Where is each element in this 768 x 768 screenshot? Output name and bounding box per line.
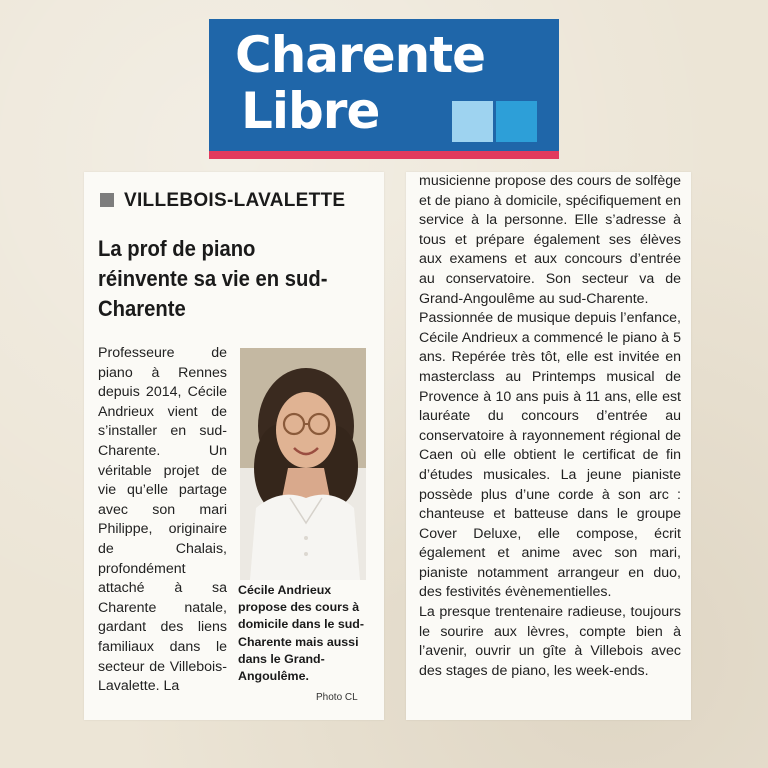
section-marker-icon [100,193,114,207]
article-right-column [406,172,691,720]
paragraph: La presque trentenaire radieuse, toujours le sourire aux lèvres, compte bien à l’avenir, ouvrir un gîte à Villebois avec des stages de piano, les week-ends. [419,604,681,679]
article-body-left: Professeure de piano à Rennes depuis 2014, Cécile Andrieux vient de s’installer en sud-Charente. Un véritable projet de vie qu’elle partage avec son mari Philippe, originaire de Chalais, profondément attaché à sa Charente natale, gardant des liens familiaux dans le secteur de Villebois-Lavalette. La [98,345,227,695]
logo-word-libre: Libre [241,82,380,140]
charente-libre-logo [209,19,559,159]
paragraph: Passionnée de musique depuis l’enfance, Cécile Andrieux a commencé le piano à 5 ans. Repérée très tôt, elle est invitée en masterclass au Printemps musical de Provence à 10 ans puis à 11 ans, elle est lauréate du concours d’entrée au conservatoire à rayonnement régional de Caen où elle obtient le certificat de fin d’études musicales. La jeune pianiste possède plus d’une corde à son arc : chanteuse et batteuse dans le groupe Cover Deluxe, elle compose, écrit également et anime avec son mari, pianiste notamment arrangeur en duo, des festivités évènementielles. [419,310,681,601]
logo-word-charente: Charente [235,26,486,84]
photo-caption: Cécile Andrieux propose des cours à domicile dans le sud-Charente mais aussi dans le Grand-Angoulême. [238,583,364,684]
portrait-photo [240,348,366,580]
photo-credit: Photo CL [316,692,358,703]
logo-square-dark [496,101,537,142]
logo-square-light [452,101,493,142]
article-headline: La prof de piano réinvente sa vie en sud-Charente [98,236,328,321]
section-label: VILLEBOIS-LAVALETTE [124,190,346,211]
portrait-illustration [240,348,366,580]
paragraph: musicienne propose des cours de solfège et de piano à domicile, spécifiquement en service à la personne. Elle s’adresse à tous et prépare également ses élèves aux examens et aux concours d’entrée au conservatoire. Son secteur va de Grand-Angoulême au sud-Charente. [419,173,681,307]
article-body-right [419,172,681,681]
article-left-column [84,172,384,720]
